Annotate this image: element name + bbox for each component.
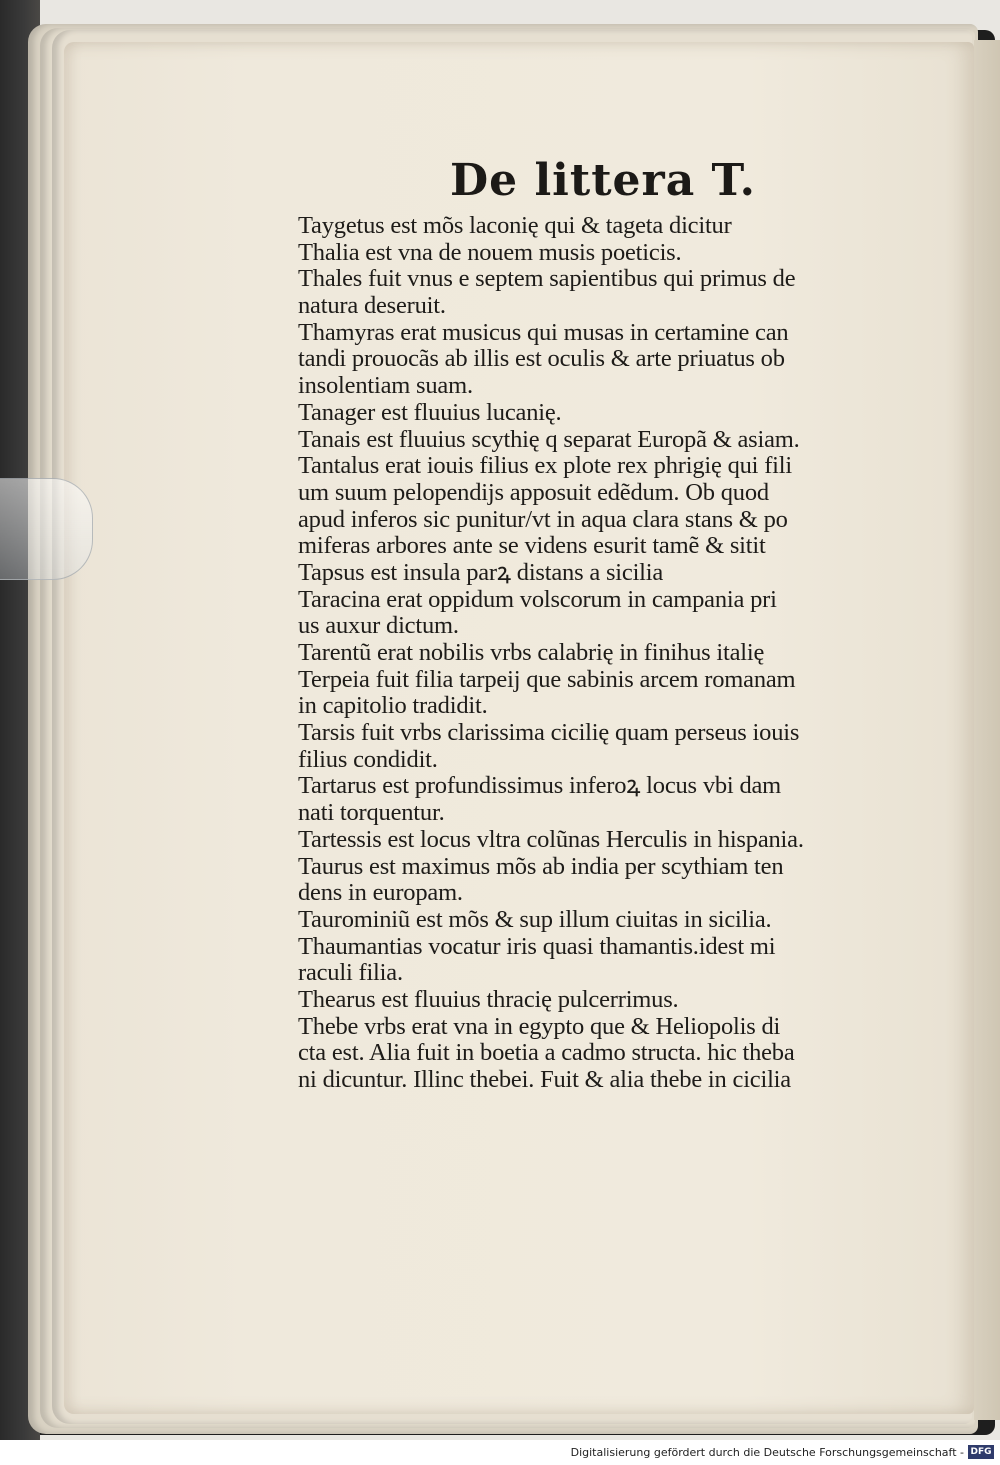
text-line: ni dicuntur. Illinc thebei. Fuit & alia thebe in cicilia xyxy=(298,1066,791,1093)
text-line: insolentiam suam. xyxy=(298,372,473,400)
text-line: apud inferos sic punitur/vt in aqua clara stans & po xyxy=(298,505,788,533)
text-line: Tanais est fluuius scythię q separat Europã & asiam. xyxy=(298,425,800,453)
text-line: Tanager est fluuius lucanię. xyxy=(298,398,562,426)
page-holder-clip xyxy=(0,478,93,580)
text-line: raculi filia. xyxy=(298,959,403,987)
page-heading: De littera T. xyxy=(450,155,756,206)
text-line: Taurominiũ est mõs & sup illum ciuitas in sicilia. xyxy=(298,905,772,933)
text-line: Tantalus erat iouis filius ex plote rex phrigię qui fili xyxy=(298,452,792,480)
text-line: nati torquentur. xyxy=(298,799,445,827)
text-line: Taracina erat oppidum volscorum in campania pri xyxy=(298,585,777,613)
text-line: Terpeia fuit filia tarpeij que sabinis arcem romanam xyxy=(298,665,796,693)
facing-page-edge xyxy=(974,40,1000,1420)
text-line: miferas arbores ante se videns esurit tamẽ & sitit xyxy=(298,532,766,560)
text-line: Thaumantias vocatur iris quasi thamantis.idest mi xyxy=(298,932,776,960)
text-line: Thebe vrbs erat vna in egypto que & Heliopolis di xyxy=(298,1012,781,1040)
text-line: tandi prouocãs ab illis est oculis & arte priuatus ob xyxy=(298,345,785,373)
text-line: cta est. Alia fuit in boetia a cadmo structa. hic theba xyxy=(298,1039,795,1067)
text-line: filius condidit. xyxy=(298,745,438,773)
dfg-logo: DFG xyxy=(968,1445,994,1459)
text-block xyxy=(298,213,888,1094)
footer-credit: Digitalisierung gefördert durch die Deutsche Forschungsgemeinschaft - xyxy=(570,1446,964,1459)
text-line: Taurus est maximus mõs ab india per scythiam ten xyxy=(298,852,784,880)
footer-bar xyxy=(0,1440,1000,1465)
text-line: Tartessis est locus vltra colũnas Herculis in hispania. xyxy=(298,825,804,853)
text-line: Thamyras erat musicus qui musas in certamine can xyxy=(298,318,789,346)
text-line: Taygetus est mõs laconię qui & tageta dicitur xyxy=(298,212,732,239)
text-line: natura deseruit. xyxy=(298,292,446,320)
text-line: Tarsis fuit vrbs clarissima cicilię quam perseus iouis xyxy=(298,719,800,747)
text-line: in capitolio tradidit. xyxy=(298,692,488,720)
text-line: Thalia est vna de nouem musis poeticis. xyxy=(298,238,682,266)
text-line: Tapsus est insula parꝝ distans a sicilia xyxy=(298,558,664,586)
text-line: dens in europam. xyxy=(298,879,463,907)
text-line: Tartarus est profundissimus inferoꝝ locus vbi dam xyxy=(298,772,782,800)
text-line: Tarentũ erat nobilis vrbs calabrię in finihus italię xyxy=(298,639,765,666)
text-line: us auxur dictum. xyxy=(298,612,459,640)
text-line: um suum pelopendijs apposuit edẽdum. Ob quod xyxy=(298,478,769,506)
text-line: Thales fuit vnus e septem sapientibus qui primus de xyxy=(298,265,796,293)
text-line: Thearus est fluuius thracię pulcerrimus. xyxy=(298,985,679,1013)
